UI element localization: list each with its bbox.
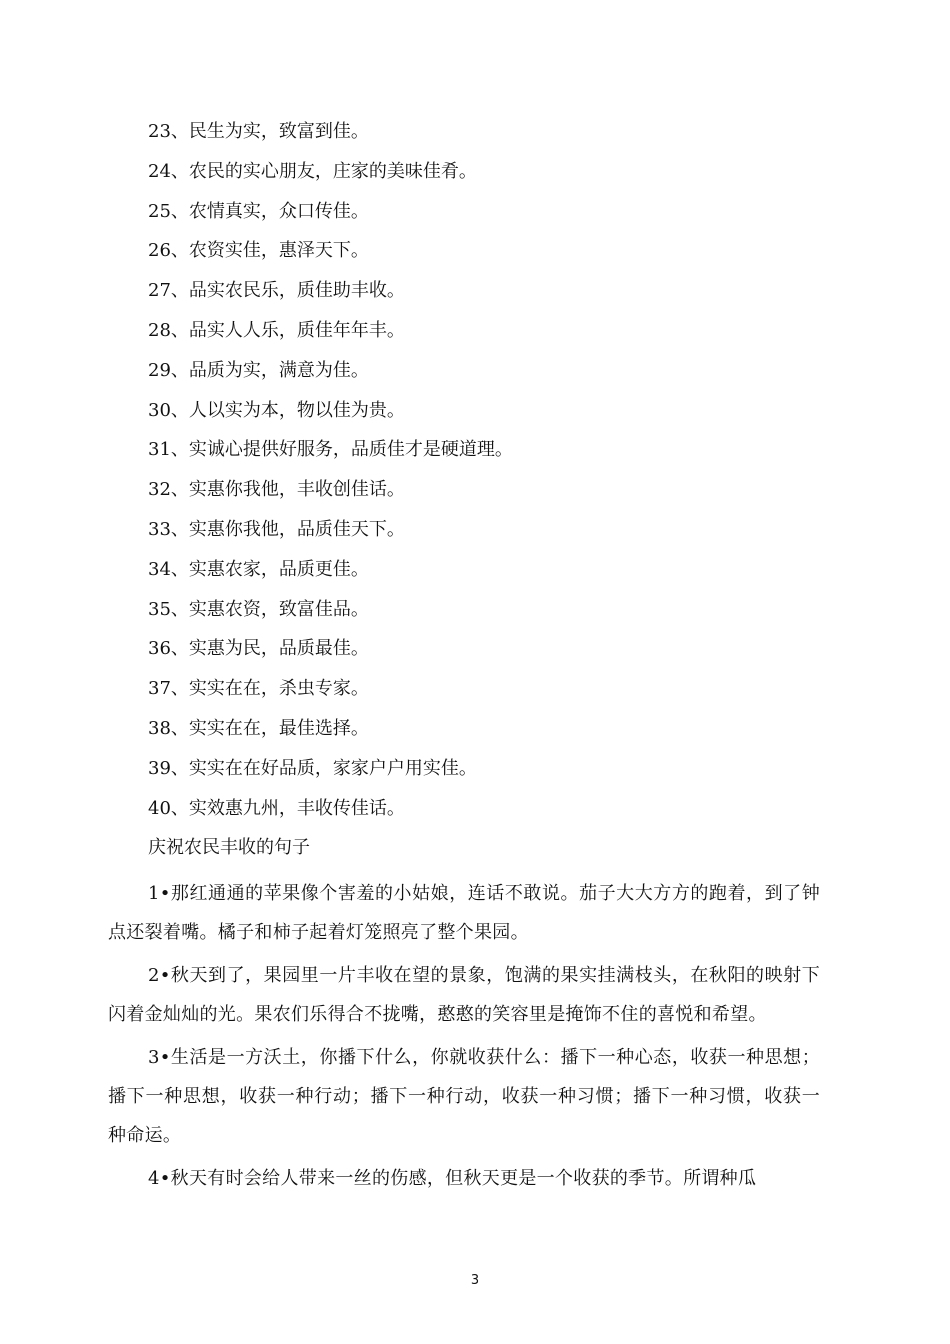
paragraph: 1•那红通通的苹果像个害羞的小姑娘，连话不敢说。茄子大大方方的跑着，到了钟点还裂着嘴。橘子和柿子起着灯笼照亮了整个果园。 xyxy=(108,883,820,943)
paragraph: 3•生活是一方沃土，你播下什么，你就收获什么：播下一种心态，收获一种思想；播下一种思想，收获一种行动；播下一种行动，收获一种习惯；播下一种习惯，收获一种命运。 xyxy=(108,1047,820,1146)
slogan-list xyxy=(148,118,513,834)
list-item: 40、实效惠九州，丰收传佳话。 xyxy=(148,797,405,819)
list-item: 29、品质为实，满意为佳。 xyxy=(148,359,369,381)
list-item: 39、实实在在好品质，家家户户用实佳。 xyxy=(148,757,477,779)
list-item: 26、农资实佳，惠泽天下。 xyxy=(148,240,369,262)
list-item: 23、民生为实，致富到佳。 xyxy=(148,121,369,142)
list-item: 36、实惠为民，品质最佳。 xyxy=(148,638,369,660)
list-item: 38、实实在在，最佳选择。 xyxy=(148,717,369,739)
list-item: 24、农民的实心朋友，庄家的美味佳肴。 xyxy=(148,160,477,182)
paragraph: 2•秋天到了，果园里一片丰收在望的景象，饱满的果实挂满枝头，在秋阳的映射下闪着金灿灿的光。果农们乐得合不拢嘴，憨憨的笑容里是掩饰不住的喜悦和希望。 xyxy=(108,965,820,1025)
list-item: 31、实诚心提供好服务，品质佳才是硬道理。 xyxy=(148,439,513,461)
list-item: 34、实惠农家，品质更佳。 xyxy=(148,558,369,580)
list-item: 35、实惠农资，致富佳品。 xyxy=(148,598,369,620)
list-item: 32、实惠你我他，丰收创佳话。 xyxy=(148,479,405,501)
list-item: 25、农情真实，众口传佳。 xyxy=(148,200,369,222)
page-number: 3 xyxy=(470,1273,480,1288)
section-heading: 庆祝农民丰收的句子 xyxy=(148,837,310,858)
paragraphs xyxy=(108,874,820,1202)
list-item: 33、实惠你我他，品质佳天下。 xyxy=(148,518,405,540)
list-item: 37、实实在在，杀虫专家。 xyxy=(148,678,369,700)
list-item: 30、人以实为本，物以佳为贵。 xyxy=(148,399,405,421)
paragraph: 4•秋天有时会给人带来一丝的伤感，但秋天更是一个收获的季节。所谓种瓜 xyxy=(148,1168,757,1189)
list-item: 27、品实农民乐，质佳助丰收。 xyxy=(148,280,405,302)
list-item: 28、品实人人乐，质佳年年丰。 xyxy=(148,319,405,341)
